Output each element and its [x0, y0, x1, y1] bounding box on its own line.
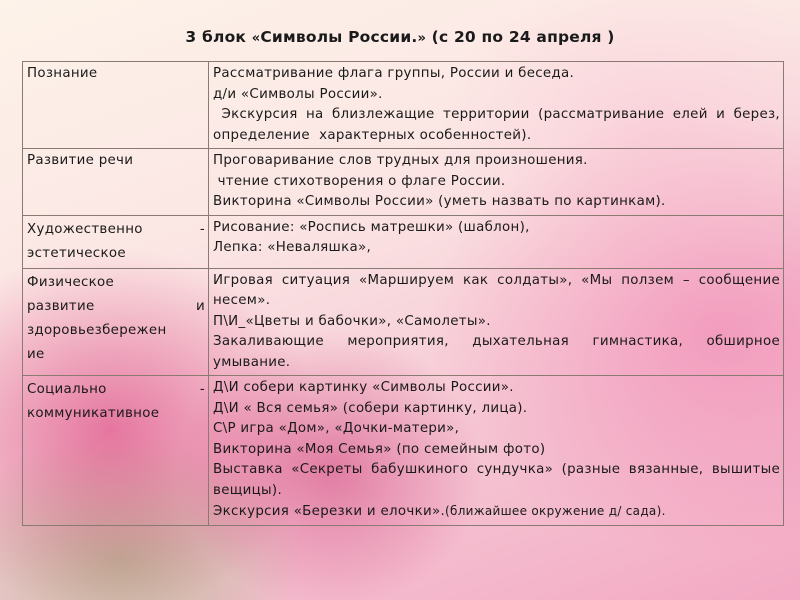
- area-cell: [23, 149, 209, 216]
- area-label: Познание: [27, 66, 98, 81]
- table-row: [23, 149, 784, 216]
- activity-line: Викторина «Моя Семья» (по семейным фото): [213, 441, 546, 457]
- area-cell: [23, 215, 209, 268]
- title-quote-close: »: [417, 31, 427, 46]
- activity-note: (ближайшее окружение д/ сада).: [445, 504, 666, 518]
- title-quote-open: «: [251, 31, 261, 46]
- activity-line: Закаливающие мероприятия, дыхательная гимнастика, обширное умывание.: [213, 334, 780, 370]
- area-label: здоровьезбережен: [27, 322, 167, 338]
- area-label: Художественно -: [27, 221, 205, 237]
- activity-line: Д\И « Вся семья» (собери картинку, лица).: [213, 400, 528, 416]
- activity-text: Экскурсия «Березки и елочки».: [213, 504, 446, 519]
- area-cell: [23, 268, 209, 376]
- activity-line: Выставка «Секреты бабушкиного сундучка» (разные вязанные, вышитые вещицы).: [213, 462, 780, 498]
- plan-table: [22, 61, 784, 526]
- area-label: коммуникативное: [27, 406, 160, 421]
- activity-line: П\И_«Цветы и бабочки», «Самолеты».: [213, 313, 491, 329]
- table-row: [23, 376, 784, 526]
- area-cell: [23, 62, 209, 149]
- activities-cell: [209, 268, 784, 376]
- table-row: [23, 268, 784, 376]
- activity-line: Проговаривание слов трудных для произношения.: [213, 153, 588, 168]
- activity-line: Игровая ситуация «Маршируем как солдаты», «Мы ползем – сообщение несем».: [213, 272, 780, 308]
- area-cell: [23, 376, 209, 526]
- table-row: [23, 62, 784, 149]
- title-prefix: 3 блок: [185, 28, 252, 46]
- activity-line: Лепка: «Неваляшка»,: [213, 240, 372, 255]
- activity-line: Рассматривание флага группы, России и беседа.: [213, 66, 575, 81]
- title-main: Символы России.: [260, 28, 418, 46]
- activity-line: Д\И собери картинку «Символы России».: [213, 380, 514, 395]
- area-label: Развитие речи: [27, 153, 134, 168]
- activities-cell: [209, 376, 784, 526]
- activities-cell: [209, 149, 784, 216]
- page-title: [0, 28, 800, 46]
- activities-cell: [209, 62, 784, 149]
- table-row: [23, 215, 784, 268]
- activity-line: Рисование: «Роспись матрешки» (шаблон),: [213, 219, 530, 235]
- title-dates: (с 20 по 24 апреля ): [426, 28, 615, 46]
- activity-line: д/и «Символы России».: [213, 86, 383, 102]
- area-label: развитие и: [27, 298, 205, 314]
- activity-line: Экскурсия на близлежащие территории (рассматривание елей и берез, определение характерных особенностей).: [213, 107, 785, 143]
- activity-line: [213, 501, 780, 523]
- activities-cell: [209, 215, 784, 268]
- area-label: Социально -: [27, 382, 205, 397]
- activity-line: С\Р игра «Дом», «Дочки-матери»,: [213, 421, 460, 436]
- area-label: эстетическое: [27, 245, 126, 261]
- activity-line: чтение стихотворения о флаге России.: [213, 173, 506, 189]
- activity-line: Викторина «Символы России» (уметь назвать по картинкам).: [213, 194, 666, 209]
- area-label: ие: [27, 346, 45, 362]
- area-label: Физическое: [27, 274, 115, 290]
